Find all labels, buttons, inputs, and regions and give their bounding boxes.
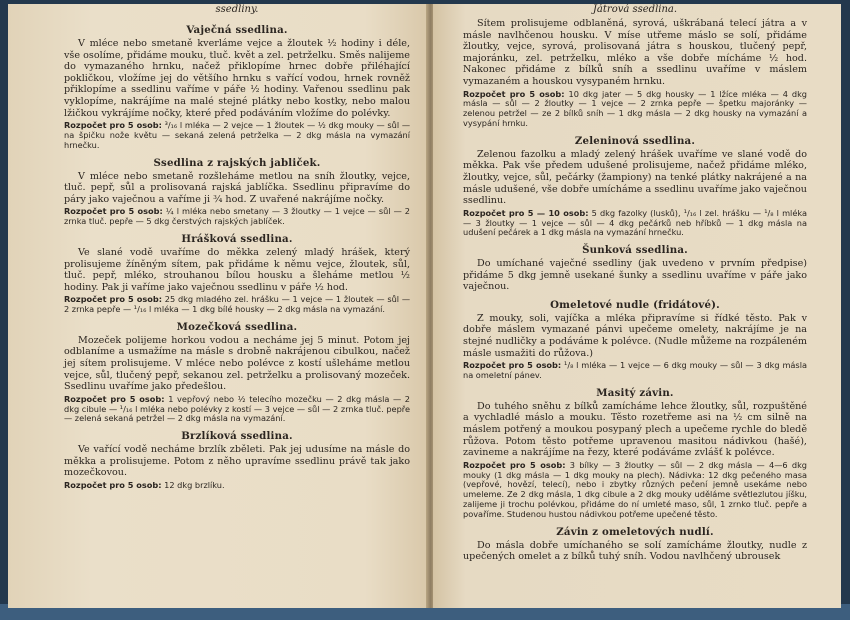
- recipe-body: Zelenou fazolku a mladý zelený hrášek uvaříme ve slané vodě do měkka. Pak vše předem udušené prolisujeme, načež přidáme mléko, žloutky, vejce, sůl, pečárky (žampiony) na tenké plátky nakrájené a na másle udušené, vše dobře umícháme a ssedlinu uvaříme jako vaječnou ssedlinu.: [463, 148, 807, 207]
- portion-label: Rozpočet pro 5 osob:: [64, 294, 163, 305]
- portion-text: 25 dkg mladého zel. hrášku — 1 vejce — 1 žloutek — sůl — 2 zrnka pepře — ¹/₁₆ l mléka — 1 dkg bílé housky — 2 dkg másla na vymazání.: [64, 294, 411, 315]
- recipe-portion: [463, 361, 807, 381]
- portion-text: 10 dkg jater — 5 dkg housky — 1 lžíce mléka — 4 dkg másla — sůl — 2 žloutky — 1 vejce — 2 zrnka pepře — špetku majoránky — zelenou petržel — ze 2 bílků sníh — 1 dkg másla — 2 dkg housky na vymazání a vysypání hrnku.: [463, 88, 808, 128]
- recipe-title: Omeletové nudle (fridátové).: [550, 298, 720, 311]
- portion-text: 12 dkg brzlíku.: [164, 480, 225, 491]
- recipe-body: Sítem prolisujeme odblaněná, syrová, uškrábaná telecí játra a v másle navlhčenou housku. V míse utřeme máslo se solí, přidáme žloutky, vejce, syrová, prolisovaná játra s houskou, tlučený pepř, majoránku, zel. petrželku, mléko a vše dobře mícháme ½ hod. Nakonec přidáme z bílků sníh a ssedlinu uvaříme v máslem vymazaném a houskou vysypaném hrnku.: [463, 18, 807, 87]
- recipe-title: Závin z omeletových nudlí.: [556, 525, 714, 538]
- portion-text: ¼ l mléka nebo smetany — 3 žloutky — 1 vejce — sůl — 2 zrnka tluč. pepře — 5 dkg čerstvých rajských jablíček.: [64, 206, 411, 227]
- recipe-title: Ssedlina z rajských jabliček.: [153, 156, 321, 169]
- left-page: [8, 4, 428, 608]
- recipe-portion: [64, 121, 410, 150]
- portion-text: ³/₁₆ l mléka — 2 vejce — 1 žloutek — ½ dkg mouky — sůl — na špičku nože květu — sekaná zelená petrželka — 2 dkg másla na vymazání hrnečku.: [64, 120, 411, 150]
- recipe-body: Do tuhého sněhu z bílků zamícháme lehce žloutky, sůl, rozpuštěné a vychladlé máslo a mouku. Těsto rozetřeme asi na ½ cm silně na máslem potřený a moukou posypaný plech a upečeme rychle do bledě růžova. Potom těsto potřeme upravenou masitou nádivkou (hašé), zavineme a nakrájíme na řezy, které podáváme zvlášť k polévce.: [463, 400, 807, 459]
- portion-label: Rozpočet pro 5 — 10 osob:: [463, 207, 589, 218]
- portion-text: 5 dkg fazolky (lusků), ¹/₁₆ l zel. hrášku — ¹/₈ l mléka — 3 žloutky — 1 vejce — sůl — 4 dkg pečárků neb hříbků — 1 dkg másla na udušení pečárek a 1 dkg másla na vymazání hrnečku.: [463, 207, 807, 238]
- recipe-title: Hrášková ssedlina.: [181, 232, 293, 245]
- recipe-body: Ve slané vodě uvaříme do měkka zelený mladý hrášek, který prolisujeme žíněným sítem, pak přidáme k němu vejce, žloutek, sůl, tluč. pepř, mléko, strouhanou bílou housku a šleháme metlou ½ hodiny. Pak ji vaříme jako vaječnou ssedlinu v páře ½ hod.: [64, 246, 410, 293]
- recipe-portion: [463, 90, 807, 129]
- recipe-portion: [64, 207, 410, 227]
- recipe-portion: [64, 295, 410, 315]
- portion-label: Rozpočet pro 5 osob:: [64, 120, 162, 131]
- portion-text: 3 bílky — 3 žloutky — sůl — 2 dkg másla — 4—6 dkg mouky (1 dkg másla — 1 dkg mouky na plech). Nádivka: 12 dkg pečeného masa (vepřové, hovězí, telecí), nebo i zbytky různých pečení jemně usekáme nebo umeleme. Ze 2 dkg másla, 1 dkg cibule a 2 dkg mouky uděláme světlezlutou jíšku, zalijeme ji trochu polévkou, přidáme do ní umleté maso, sůl, 1 zrnko tluč. pepře a povaříme. Studenou hustou nádivkou potřeme upečené těsto.: [463, 459, 808, 519]
- recipe-title: Masitý závin.: [596, 386, 674, 399]
- recipe-body: Do umíchané vaječné ssedliny (jak uvedeno v prvním předpise) přidáme 5 dkg jemně usekané šunky a ssedlinu uvaříme v páře jako vaječnou.: [463, 258, 807, 293]
- portion-label: Rozpočet pro 5 osob:: [463, 459, 566, 470]
- recipe-body: Z mouky, soli, vajíčka a mléka připravíme si řídké těsto. Pak v dobře máslem vymazané pánvi upečeme omelety, nakrájíme je na stejné nudličky a podáváme k polévce. (Nudle můžeme na rozpáleném másle usmažiti do růžova.): [463, 312, 807, 359]
- portion-label: Rozpočet pro 5 osob:: [463, 88, 565, 99]
- recipe-portion: [64, 395, 410, 424]
- recipe-body: Mozeček polijeme horkou vodou a necháme jej 5 minut. Potom jej odblaníme a usmažíme na másle s drobně nakrájenou cibulkou, načež jej sítem prolisujeme. V mléce nebo polévce z kostí ušleháme metlou vejce, sůl, tlučený pepř, sekanou zel. petrželku a prolisovaný mozeček. Ssedlinu uvaříme jako předešlou.: [64, 334, 410, 393]
- portion-label: Rozpočet pro 5 osob:: [64, 206, 163, 217]
- recipe-title: Brzlíková ssedlina.: [181, 430, 293, 443]
- portion-text: 1 vepřový nebo ½ telecího mozečku — 2 dkg másla — 2 dkg cibule — ¹/₁₆ l mléka nebo polévky z kostí — 3 vejce — sůl — 2 zrnka tluč. pepře — zelená sekaná petržel — 2 dkg másla na vymazání.: [64, 393, 411, 424]
- recipe-portion: [64, 481, 410, 491]
- portion-label: Rozpočet pro 5 osob:: [463, 360, 562, 371]
- recipe-title: Mozečková ssedlina.: [176, 320, 298, 333]
- recipe-title: Vaječná ssedlina.: [186, 24, 288, 36]
- recipe-body: V mléce nebo smetaně rozšleháme metlou na sníh žloutky, vejce, tluč. pepř, sůl a prolisovaná rajská jablíčka. Ssedlinu připravíme do páry jako vaječnou a vaříme ji ¾ hod. Z uvařené nakrájíme nočky.: [64, 170, 410, 205]
- recipe-portion: [463, 461, 807, 520]
- right-page: [433, 4, 841, 608]
- right-running-head: Játrová ssedlina.: [592, 4, 678, 15]
- recipe-title: Šunková ssedlina.: [582, 244, 688, 257]
- portion-text: ¹/₈ l mléka — 1 vejce — 6 dkg mouky — sůl — 3 dkg másla na omeletní pánev.: [463, 360, 807, 381]
- portion-label: Rozpočet pro 5 osob:: [64, 480, 162, 491]
- recipe-body: V mléce nebo smetaně kverláme vejce a žloutek ½ hodiny i déle, vše osolíme, přidáme mouku, tluč. květ a zel. petrželku. Směs nalijeme do vymazaného hrnku, načež přiklopíme hrnec dobře přiléhající pokličkou, vložíme jej do většího hrnku s vařící vodou, hrnek rovněž přiklopíme a ssedlinu vaříme v páře ½ hodiny. Vařenou ssedlinu pak vyklopíme, nakrájíme na malé stejné plátky nebo kostky, nebo malou lžičkou vykrájíme nočky, které před podáváním vložíme do polévky.: [64, 38, 410, 119]
- recipe-body: Ve vařící vodě necháme brzlík zběleti. Pak jej udusíme na másle do měkka a prolisujeme. Potom z něho upravíme ssedlinu právě tak jako mozečkovou.: [64, 444, 410, 479]
- recipe-body: Do másla dobře umíchaného se solí zamícháme žloutky, nudle z upečených omelet a z bílků tuhý sníh. Vodou navlhčený ubrousek: [463, 539, 807, 563]
- recipe-portion: [463, 209, 807, 238]
- recipe-title: Zeleninová ssedlina.: [574, 134, 696, 147]
- portion-label: Rozpočet pro 5 osob:: [64, 393, 165, 404]
- left-running-head: ssedliny.: [215, 4, 259, 15]
